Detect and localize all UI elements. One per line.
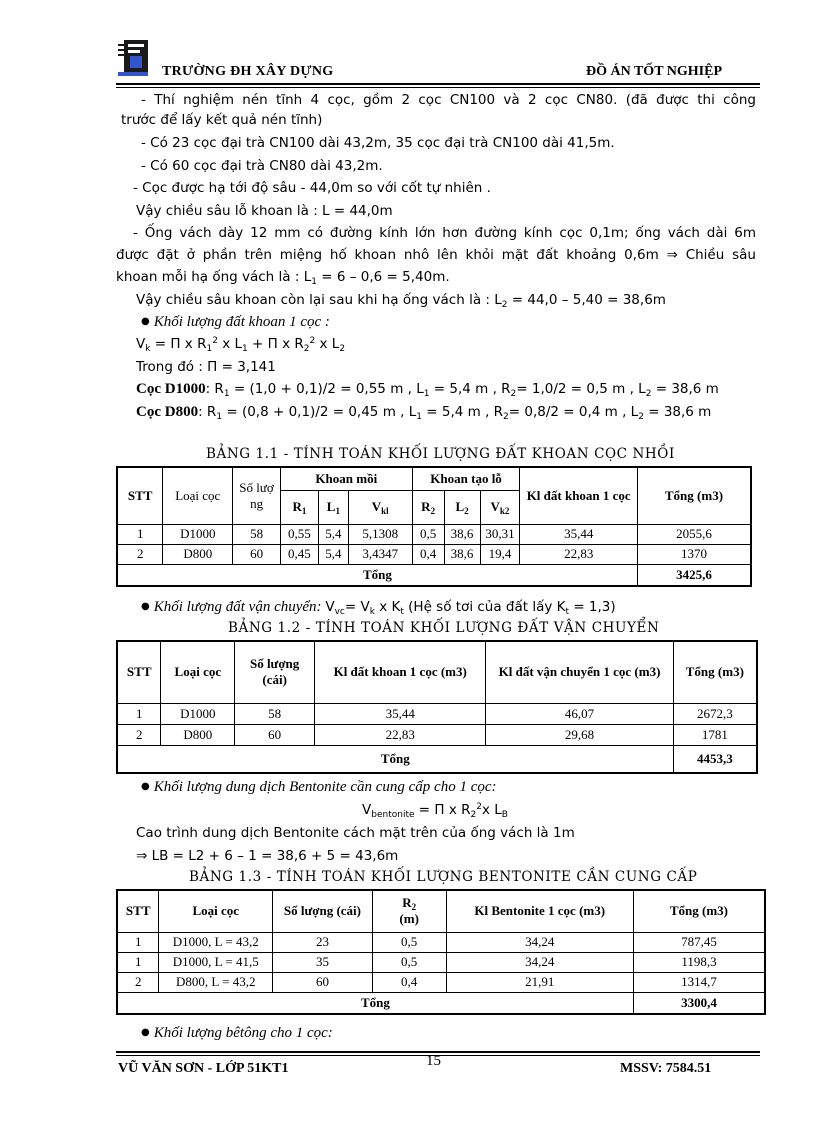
- heading-bentonite: ● Khối lượng dung dịch Bentonite cần cung cấp cho 1 cọc:: [141, 779, 497, 795]
- table-cell: 1: [117, 932, 159, 952]
- table-cell: 2672,3: [673, 703, 757, 724]
- table-cell: 60: [235, 724, 315, 745]
- table-cell: D1000: [163, 524, 233, 544]
- header-rule-thin: [116, 87, 760, 88]
- table-cell: D800: [161, 724, 235, 745]
- table-cell: 58: [235, 703, 315, 724]
- paragraph-drill-length: Vậy chiều sâu lỗ khoan là : L = 44,0m: [136, 203, 393, 219]
- table-cell: 2: [117, 544, 163, 564]
- bullet-icon: ●: [141, 601, 150, 612]
- table-cell: 787,45: [633, 932, 765, 952]
- table3-header-loai: Loại cọc: [159, 890, 273, 932]
- table-cell: 19,4: [480, 544, 520, 564]
- table-cell: 0,4: [412, 544, 444, 564]
- table-cell: D800: [163, 544, 233, 564]
- footer-author: VŨ VĂN SƠN - LỚP 51KT1: [118, 1061, 289, 1076]
- table-cell: 0,55: [280, 524, 318, 544]
- bullet-icon: ●: [141, 1027, 150, 1038]
- bullet-icon: ●: [141, 316, 150, 327]
- table2-header-so: Số lượng (cái): [235, 641, 315, 703]
- table-row: [117, 952, 765, 972]
- header-school: TRƯỜNG ĐH XÂY DỰNG: [162, 64, 334, 79]
- table1-total-value: 3425,6: [637, 564, 751, 586]
- table-cell: 35,44: [520, 524, 637, 544]
- table2-header-stt: STT: [117, 641, 161, 703]
- table2-header-vc: Kl đất vận chuyển 1 cọc (m3): [486, 641, 673, 703]
- table1: [116, 466, 752, 587]
- table3-header-stt: STT: [117, 890, 159, 932]
- table-cell: D1000, L = 41,5: [159, 952, 273, 972]
- table-cell: 0,4: [372, 972, 446, 992]
- table-cell: 22,83: [520, 544, 637, 564]
- paragraph-cn80: - Có 60 cọc đại trà CN80 dài 43,2m.: [141, 158, 383, 174]
- table3-total-label: Tổng: [117, 992, 633, 1014]
- paragraph-casing-depth: khoan mỗi hạ ống vách là : $L_1 = 6 - 0,6 = 5,40m$.: [116, 269, 450, 287]
- table-cell: 38,6: [444, 524, 480, 544]
- table3-total-value: 3300,4: [633, 992, 765, 1014]
- table-cell: 23: [273, 932, 373, 952]
- table-cell: D1000, L = 43,2: [159, 932, 273, 952]
- table-row: [117, 724, 757, 745]
- table1-header-l1: $L_1$: [318, 490, 348, 524]
- table3-title: BẢNG 1.3 - TÍNH TOÁN KHỐI LƯỢNG BENTONITE CẦN CUNG CẤP: [189, 869, 698, 885]
- table1-header-v2: $V_{k2}$: [480, 490, 520, 524]
- table1-header-l2: $L_2$: [444, 490, 480, 524]
- table1-header-tong: Tổng (m3): [637, 467, 751, 524]
- table-cell: 35,44: [315, 703, 486, 724]
- table-row: [117, 544, 751, 564]
- paragraph-load-test-cont: trước để lấy kết quả nén tĩnh): [121, 112, 323, 128]
- table-cell: 34,24: [446, 952, 633, 972]
- table-cell: 0,5: [372, 952, 446, 972]
- table3-header-kl: Kl Bentonite 1 cọc (m3): [446, 890, 633, 932]
- table-row: [117, 972, 765, 992]
- page-number: 15: [426, 1053, 441, 1069]
- table1-header-r1: $R_1$: [280, 490, 318, 524]
- table-row: [117, 932, 765, 952]
- table-cell: D800, L = 43,2: [159, 972, 273, 992]
- paragraph-cn100: - Có 23 cọc đại trà CN100 dài 43,2m, 35 cọc đại trà CN100 dài 41,5m.: [141, 135, 615, 151]
- table-row: [117, 524, 751, 544]
- paragraph-pi: Trong đó : Π = 3,141: [136, 359, 276, 375]
- table1-total-label: Tổng: [117, 564, 637, 586]
- table2-header-loai: Loại cọc: [161, 641, 235, 703]
- table1-title: BẢNG 1.1 - TÍNH TOÁN KHỐI LƯỢNG ĐẤT KHOAN CỌC NHỒI: [206, 446, 675, 462]
- table1-header-kl: Kl đất khoan 1 cọc: [520, 467, 637, 524]
- table-cell: 2055,6: [637, 524, 751, 544]
- table-cell: 60: [233, 544, 281, 564]
- formula-d800: Cọc D800: $R_1 = (0,8 + 0,1)/2 = 0,45$ m , $L_1 = 5,4$ m , $R_2= 0,8/2 = 0,4$ m , $L_2 = 38,6$ m: [136, 404, 712, 422]
- table1-total-row: [117, 564, 751, 586]
- table-cell: 29,68: [486, 724, 673, 745]
- formula-lb: ⇒ LB = L2 + 6 – 1 = 38,6 + 5 = 43,6m: [136, 848, 399, 864]
- table-cell: D1000: [161, 703, 235, 724]
- table-cell: 5,1308: [348, 524, 412, 544]
- table1-header-khoan-moi: Khoan mồi: [280, 467, 412, 490]
- table2-total-row: [117, 745, 757, 773]
- table-cell: 0,45: [280, 544, 318, 564]
- table-cell: 1370: [637, 544, 751, 564]
- table-cell: 5,4: [318, 544, 348, 564]
- table1-header-r2: $R_2$: [412, 490, 444, 524]
- paragraph-remaining-depth: Vậy chiều sâu khoan còn lại sau khi hạ ống vách là : $L_2 = 44,0 - 5,40 = 38,6m$: [136, 292, 666, 310]
- formula-bentonite: $V_{bentonite} = \Pi$ x $R_2^2x$ $L_B$: [362, 802, 508, 820]
- table-cell: 2: [117, 724, 161, 745]
- table-cell: 60: [273, 972, 373, 992]
- table-cell: 1314,7: [633, 972, 765, 992]
- table-cell: 34,24: [446, 932, 633, 952]
- paragraph-bentonite-level: Cao trình dung dịch Bentonite cách mặt trên của ống vách là 1m: [136, 825, 575, 841]
- table-cell: 0,5: [372, 932, 446, 952]
- paragraph-casing: - Ống vách dày 12 mm có đường kính lớn hơn đường kính cọc 0,1m; ống vách dài 6m: [133, 225, 756, 241]
- table1-header-stt: STT: [117, 467, 163, 524]
- table-cell: 30,31: [480, 524, 520, 544]
- table-cell: 1198,3: [633, 952, 765, 972]
- table-cell: 5,4: [318, 524, 348, 544]
- table2-total-value: 4453,3: [673, 745, 757, 773]
- header-project: ĐỒ ÁN TỐT NGHIỆP: [586, 64, 723, 79]
- table2-header-kl: Kl đất khoan 1 cọc (m3): [315, 641, 486, 703]
- table2-title: BẢNG 1.2 - TÍNH TOÁN KHỐI LƯỢNG ĐẤT VẬN CHUYỂN: [228, 620, 660, 636]
- table-row: [117, 703, 757, 724]
- table2-header-tong: Tổng (m3): [673, 641, 757, 703]
- table-cell: 2: [117, 972, 159, 992]
- table-cell: 58: [233, 524, 281, 544]
- table-cell: 1: [117, 703, 161, 724]
- table-cell: 1: [117, 952, 159, 972]
- table3-header-so: Số lượng (cái): [273, 890, 373, 932]
- table3: [116, 889, 766, 1015]
- table1-header-v1: $V_{kl}$: [348, 490, 412, 524]
- table-cell: 21,91: [446, 972, 633, 992]
- table1-header-so: Số lượ ng: [233, 467, 281, 524]
- heading-concrete: ● Khối lượng bêtông cho 1 cọc:: [141, 1025, 333, 1041]
- table2: [116, 640, 758, 774]
- table-cell: 22,83: [315, 724, 486, 745]
- paragraph-casing-cont: được đặt ở phần trên miệng hố khoan nhô lên khỏi mặt đất khoảng 0,6m ⇒ Chiều sâu: [116, 247, 756, 263]
- table1-header-loai: Loại cọc: [163, 467, 233, 524]
- bullet-icon: ●: [141, 781, 150, 792]
- table-cell: 1: [117, 524, 163, 544]
- table-cell: 3,4347: [348, 544, 412, 564]
- table-cell: 1781: [673, 724, 757, 745]
- paragraph-load-test: - Thí nghiệm nén tĩnh 4 cọc, gồm 2 cọc CN100 và 2 cọc CN80. (đã được thi công: [141, 92, 756, 108]
- table-cell: 0,5: [412, 524, 444, 544]
- footer-mssv: MSSV: 7584.51: [620, 1061, 712, 1076]
- table3-header-r: $R_2$ (m): [372, 890, 446, 932]
- table-cell: 46,07: [486, 703, 673, 724]
- formula-d1000: Cọc D1000: $R_1 = (1,0 + 0,1)/2 = 0,55$ m , $L_1 = 5,4$ m , $R_2= 1,0/2 = 0,5$ m , $L_2 = 38,6$ m: [136, 381, 719, 399]
- table3-total-row: [117, 992, 765, 1014]
- table3-header-tong: Tổng (m3): [633, 890, 765, 932]
- table-cell: 35: [273, 952, 373, 972]
- table2-total-label: Tổng: [117, 745, 673, 773]
- formula-drill-volume: $V_k = \Pi$ x $R_1^2$ x $L_1 + \Pi$ x $R_2^2$ x $L_2$: [136, 336, 346, 354]
- heading-transport-volume: ● Khối lượng đất vận chuyển: $V_{vc}= V_k$ x $K_t$ (Hệ số tơi của đất lấy $K_t = 1,3$): [141, 599, 616, 617]
- heading-drill-volume: ● Khối lượng đất khoan 1 cọc :: [141, 314, 330, 330]
- university-logo: [116, 38, 152, 78]
- paragraph-depth: - Cọc được hạ tới độ sâu - 44,0m so với cốt tự nhiên .: [133, 180, 491, 196]
- header-rule: [116, 83, 760, 85]
- table1-header-khoan-tao: Khoan tạo lỗ: [412, 467, 520, 490]
- table-cell: 38,6: [444, 544, 480, 564]
